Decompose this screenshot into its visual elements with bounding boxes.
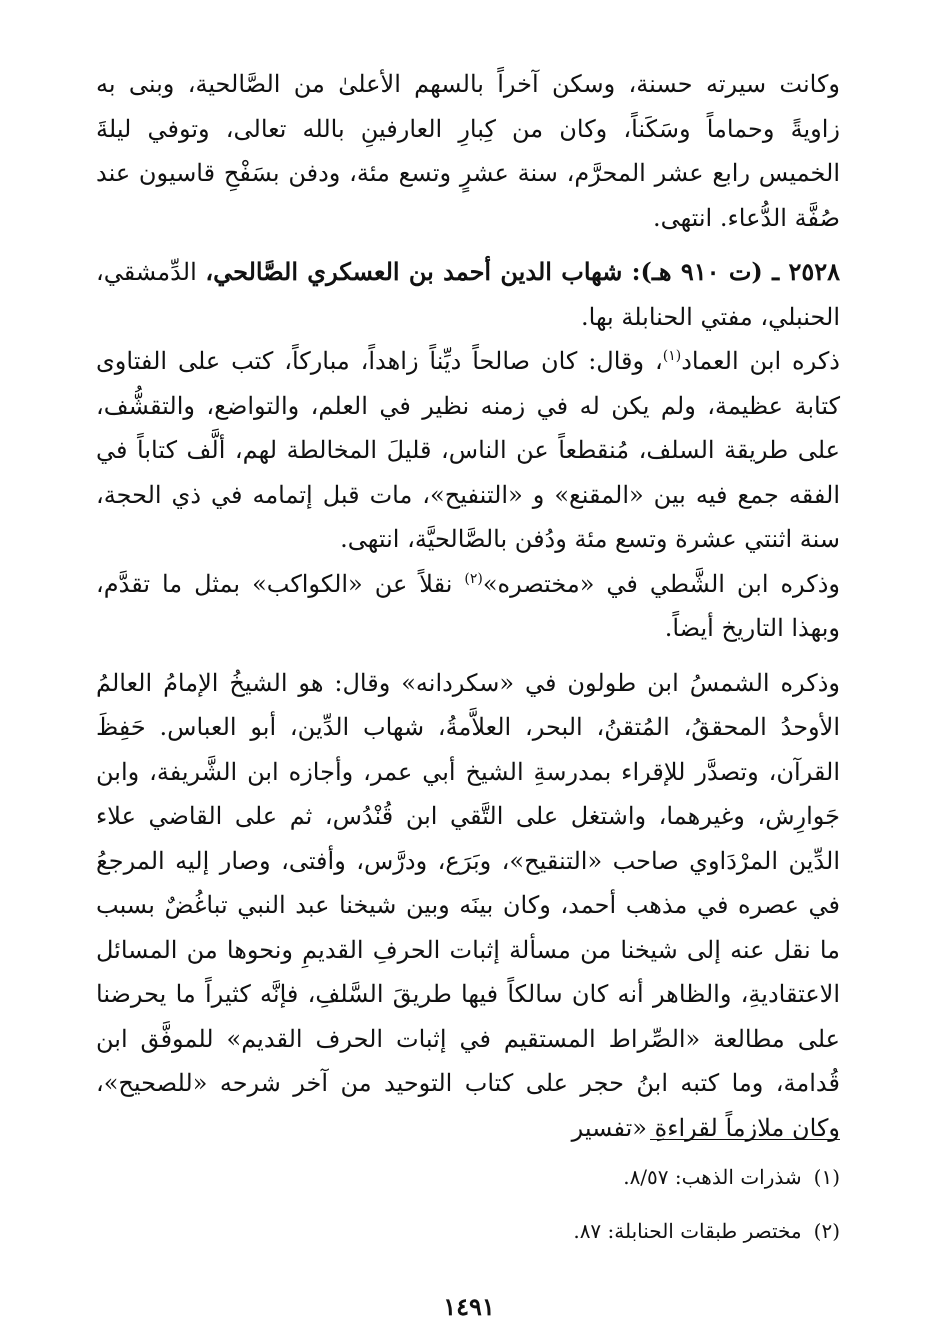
footnote-number: (٢) xyxy=(813,1219,840,1243)
footnote-2 xyxy=(96,1204,840,1258)
entry-name: شهاب الدين أحمد بن العسكري الصَّالحي، xyxy=(205,257,623,286)
entry-description: الدِّمشقي، الحنبلي، مفتي الحنابلة بها. xyxy=(96,258,840,331)
page-body xyxy=(96,62,840,1150)
paragraph-ibn-al-imad xyxy=(96,339,840,562)
paragraph-ibn-al-shatti xyxy=(96,562,840,651)
entry-heading-paragraph xyxy=(96,250,840,339)
footnote-divider xyxy=(650,1139,840,1140)
entry-number: ٢٥٢٨ ـ (ت ٩١٠ هـ): xyxy=(622,257,841,286)
footnotes xyxy=(96,1150,840,1258)
footnote-number: (١) xyxy=(813,1165,840,1189)
paragraph-ibn-al-shatti-rest: نقلاً عن «الكواكب» بمثل ما تقدَّم، وبهذا التاريخ أيضاً. xyxy=(96,569,840,642)
paragraph-ibn-al-shatti-start: وذكره ابن الشَّطي في «مختصره» xyxy=(482,569,841,598)
footnote-ref-1: (١) xyxy=(662,348,682,364)
footnote-text: مختصر طبقات الحنابلة: ٨٧. xyxy=(573,1219,802,1243)
footnote-ref-2: (٢) xyxy=(464,570,483,587)
paragraph-ibn-al-imad-rest: ، وقال: كان صالحاً ديِّناً زاهداً، مباركاً، كتب على الفتاوى كتابة عظيمة، ولم يكن له في زمنه نظير في العلم، والتواضع، والتقشُّف، على طريقة السلف، مُنقطعاً عن الناس، قليلَ المخالطة لهم، ألَّف كتاباً في الفقه جمع فيه بين «المقنع» و «التنفيح»، مات قبل إتمامه في ذي الحجة، سنة اثنتي عشرة وتسع مئة ودُفن بالصَّالحيَّة، انتهى. xyxy=(96,347,840,553)
footnote-1 xyxy=(96,1150,840,1204)
page-number: ١٤٩١ xyxy=(443,1292,495,1321)
paragraph-ibn-tulun: وذكره الشمسُ ابن طولون في «سكردانه» وقال: هو الشيخُ الإمامُ العالمُ الأوحدُ المحققُ، المُتقنُ، البحر، العلاَّمةُ، شهاب الدِّين، أبو العباس. حَفِظَ القرآن، وتصدَّر للإقراء بمدرسةِ الشيخ أبي عمر، وأجازه ابن الشَّريفة، وابن جَوارِش، وغيرهما، واشتغل على التَّقي ابن قُنْدُس، ثم على القاضي علاء الدِّين المرْدَاوي صاحب «التنقيح»، وبَرَع، ودرَّس، وأفتى، وصار إليه المرجعُ في عصره في مذهب أحمد، وكان بينَه وبين شيخنا عبد النبي تباغُضٌ بسبب ما نقل عنه إلى شيخنا من مسألة إثبات الحرفِ القديمِ ونحوها من المسائل الاعتقاديةِ، والظاهر أنه كان سالكاً فيها طريقَ السَّلفِ، فإنَّه كثيراً ما يحرضنا على مطالعة «الصِّراط المستقيم في إثبات الحرف القديم» للموفَّق ابن قُدامة، وما كتبه ابنُ حجر على كتاب التوحيد من آخر شرحه «للصحيح»، وكان ملازماً لقراءةِ «تفسير xyxy=(96,668,840,1142)
footnote-text: شذرات الذهب: ٨/٥٧. xyxy=(623,1165,802,1189)
paragraph-ibn-al-imad-start: ذكره ابن العماد xyxy=(681,347,840,375)
paragraph-continuation: وكانت سيرته حسنة، وسكن آخراً بالسهم الأعلىٰ من الصَّالحية، وبنى به زاويةً وحماماً وسَكَناً، وكان من كِبارِ العارفينِ بالله تعالى، وتوفي ليلةَ الخميس رابع عشر المحرَّم، سنة عشرٍ وتسع مئة، ودفن بسَفْحِ قاسيون عند صُفَّة الدُّعاء. انتهى. xyxy=(96,70,840,232)
